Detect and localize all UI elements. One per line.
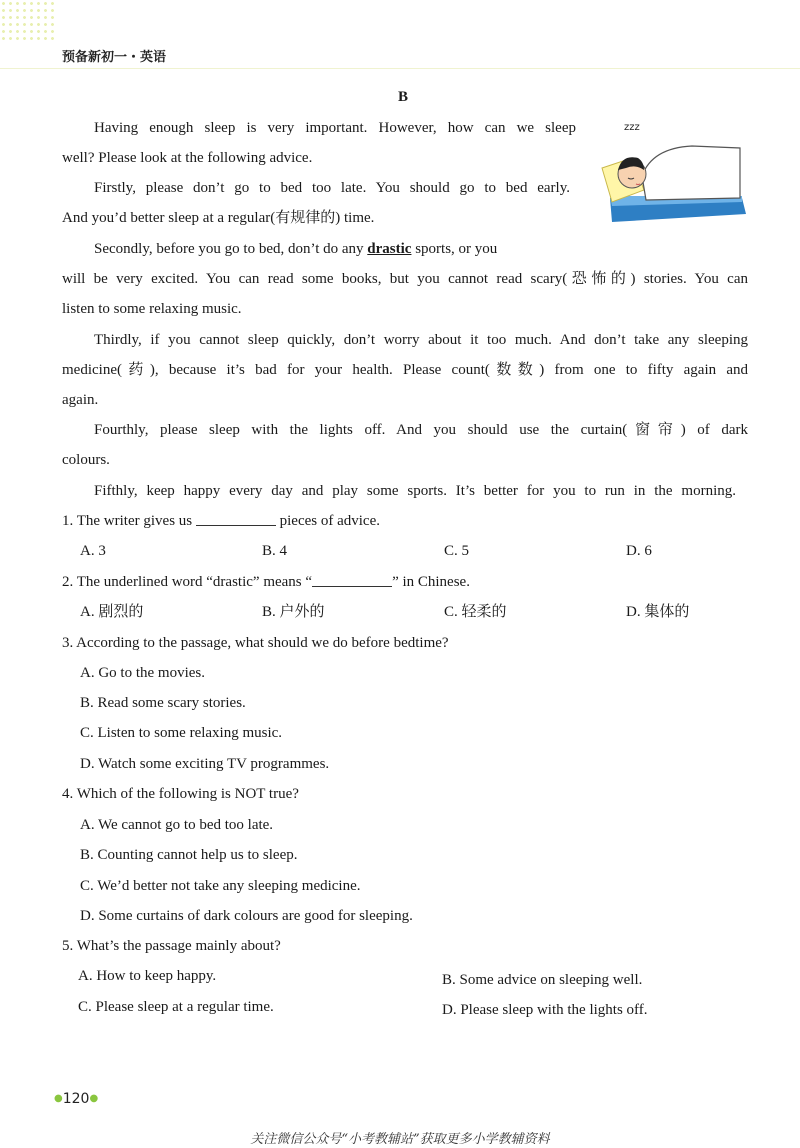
answer-blank <box>196 511 276 526</box>
footer-watermark: 关注微信公众号“小考教辅站”获取更多小学教辅资料 <box>250 1132 550 1147</box>
q4-option-d: D. Some curtains of dark colours are good for sleeping. <box>80 908 413 924</box>
q4-option-b: B. Counting cannot help us to sleep. <box>80 847 298 863</box>
q2-option-c: C. 轻柔的 <box>444 604 507 620</box>
question-3-stem: 3. According to the passage, what should we do before bedtime? <box>62 635 449 651</box>
section-title: B <box>398 89 409 105</box>
passage-line: again. <box>62 392 99 408</box>
question-4-stem: 4. Which of the following is NOT true? <box>62 786 299 802</box>
q3-option-d: D. Watch some exciting TV programmes. <box>80 756 330 772</box>
page-number <box>54 1091 98 1107</box>
q5-option-a: A. How to keep happy. <box>78 968 217 984</box>
passage-line: colours. <box>62 452 110 468</box>
passage-line: medicine(药), because it’s bad for your health. Please count(数数) from one to fifty again and <box>62 362 748 378</box>
q2-option-a: A. 剧烈的 <box>80 604 144 620</box>
passage-line: Having enough sleep is very important. However, how can we sleep <box>94 120 576 136</box>
question-text: 2. The underlined word “drastic” means “ <box>62 574 313 590</box>
passage-line: Fourthly, please sleep with the lights off. And you should use the curtain(窗帘) of dark <box>94 422 748 438</box>
passage-line: well? Please look at the following advice. <box>62 150 313 166</box>
q1-option-c: C. 5 <box>444 543 470 559</box>
q1-option-a: A. 3 <box>80 543 106 559</box>
passage-text: Secondly, before you go to bed, don’t do any <box>94 241 368 257</box>
header-divider <box>0 68 800 69</box>
passage-line: Thirdly, if you cannot sleep quickly, don’t worry about it too much. And don’t take any sleeping <box>94 332 748 348</box>
passage-line: Fifthly, keep happy every day and play some sports. It’s better for you to run in the morning. <box>94 483 736 499</box>
passage-line: And you’d better sleep at a regular(有规律的) time. <box>62 210 375 226</box>
zzz-text: zzz <box>624 122 640 133</box>
passage-line: Firstly, please don’t go to bed too late. You should go to bed early. <box>94 180 570 196</box>
q3-option-c: C. Listen to some relaxing music. <box>80 725 283 741</box>
question-5-stem: 5. What’s the passage mainly about? <box>62 938 281 954</box>
question-text: 1. The writer gives us <box>62 513 196 529</box>
q5-option-b: B. Some advice on sleeping well. <box>442 972 643 988</box>
q1-option-b: B. 4 <box>262 543 288 559</box>
answer-blank <box>312 572 392 587</box>
bullet-dot-icon: ● <box>54 1093 63 1104</box>
corner-dot-pattern <box>0 0 56 40</box>
question-text: pieces of advice. <box>275 513 380 529</box>
underlined-word-drastic: drastic <box>367 241 412 257</box>
page-header: 预备新初一・英语 <box>62 50 167 65</box>
q1-option-d: D. 6 <box>626 543 652 559</box>
q4-option-a: A. We cannot go to bed too late. <box>80 817 274 833</box>
question-2-stem <box>62 572 470 592</box>
bullet-dot-icon: ● <box>89 1093 99 1104</box>
q5-option-c: C. Please sleep at a regular time. <box>78 999 274 1015</box>
passage-line: will be very excited. You can read some books, but you cannot read scary(恐怖的) stories. You can <box>62 271 748 287</box>
q4-option-c: C. We’d better not take any sleeping medicine. <box>80 878 361 894</box>
q2-option-b: B. 户外的 <box>262 604 325 620</box>
question-1-stem <box>62 511 380 531</box>
q2-option-d: D. 集体的 <box>626 604 690 620</box>
sleeping-boy-illustration <box>592 118 748 226</box>
page-number-text: 120 <box>62 1091 90 1107</box>
q5-option-d: D. Please sleep with the lights off. <box>442 1002 648 1018</box>
passage-text: sports, or you <box>411 241 498 257</box>
question-text: ” in Chinese. <box>392 574 470 590</box>
passage-line <box>94 239 497 259</box>
passage-line: listen to some relaxing music. <box>62 301 242 317</box>
q3-option-b: B. Read some scary stories. <box>80 695 246 711</box>
q3-option-a: A. Go to the movies. <box>80 665 205 681</box>
